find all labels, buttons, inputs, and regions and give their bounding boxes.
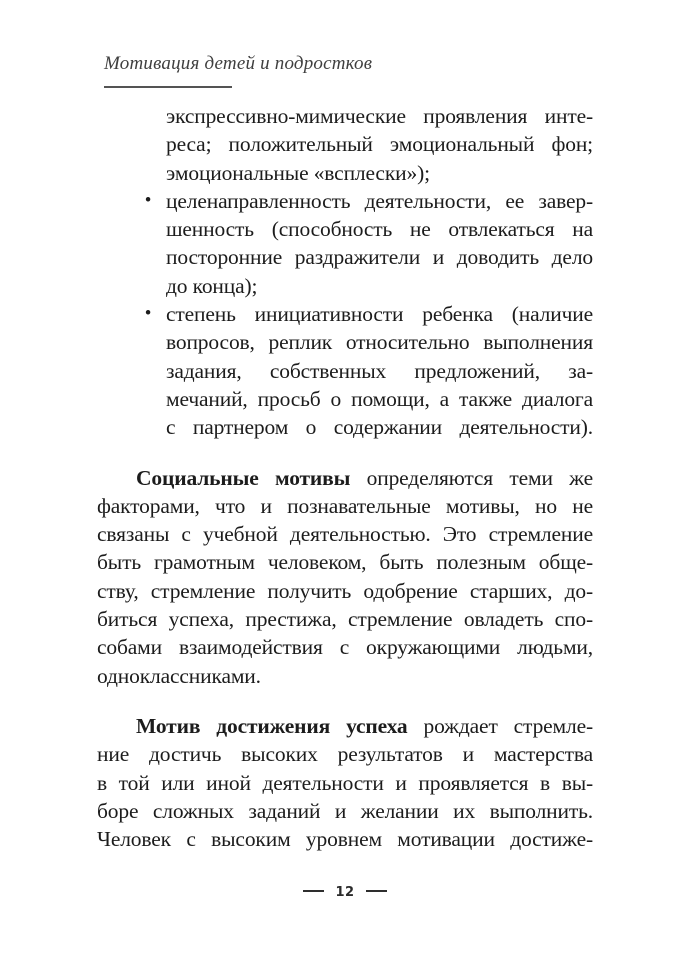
text-line: посторонние раздражители и доводить дело — [166, 245, 593, 270]
list-continuation — [97, 102, 593, 187]
text-line: ству, стремление получить одобрение старших, до- — [97, 578, 593, 603]
footer-dash-right-icon — [366, 890, 387, 892]
paragraph — [97, 712, 593, 853]
header-rule — [104, 86, 232, 88]
text-line: Социальные мотивы определяются теми же — [136, 465, 594, 490]
text-line: быть грамотным человеком, быть полезным обще- — [97, 550, 593, 575]
bullet-list-item — [97, 300, 593, 441]
text-line: факторами, что и познавательные мотивы, но не — [97, 493, 593, 518]
footer-dash-left-icon — [303, 890, 324, 892]
text-line: вопросов, реплик относительно выполнения — [166, 330, 593, 355]
text-line: ние достичь высоких результатов и мастерства — [97, 742, 593, 767]
bold-lead: Социальные мотивы — [136, 465, 351, 490]
bold-lead: Мотив достижения успеха — [136, 713, 408, 738]
text-line: Человек с высоким уровнем мотивации достиже- — [97, 827, 593, 852]
text-line: задания, собственных предложений, за- — [166, 358, 593, 383]
text-line: в той или иной деятельности и проявляется в вы- — [97, 770, 593, 795]
text-line: биться успеха, престижа, стремление овладеть спо- — [97, 607, 593, 632]
text-line: до конца); — [166, 273, 258, 298]
text-line: экспрессивно-мимические проявления инте- — [166, 104, 593, 128]
page-body — [97, 102, 593, 853]
text-line: боре сложных заданий и желании их выполнить. — [97, 798, 593, 823]
bullet-icon: • — [144, 189, 152, 211]
text-line: мечаний, просьб о помощи, а также диалога — [166, 386, 593, 411]
text-line: одноклассниками. — [97, 663, 261, 688]
running-header-title: Мотивация детей и подростков — [104, 53, 373, 74]
text-line: реса; положительный эмоциональный фон; — [166, 132, 593, 157]
paragraph — [97, 464, 593, 690]
bullet-icon: • — [144, 303, 152, 325]
text-line: с партнером о содержании деятельности). — [166, 415, 593, 440]
text-line: эмоциональные «всплески»); — [166, 160, 430, 185]
text-line: собами взаимодействия с окружающими людьми, — [97, 635, 593, 660]
text-line: шенность (способность не отвлекаться на — [166, 217, 593, 242]
text-line: целенаправленность деятельности, ее завер- — [166, 188, 593, 213]
bullet-list-item — [97, 187, 593, 300]
text-line: степень инициативности ребенка (наличие — [166, 302, 593, 327]
page-footer — [97, 883, 593, 901]
page-number: 12 — [335, 884, 355, 900]
text-line: связаны с учебной деятельностью. Это стремление — [97, 522, 593, 547]
text-line: Мотив достижения успеха рождает стремле- — [136, 713, 593, 738]
